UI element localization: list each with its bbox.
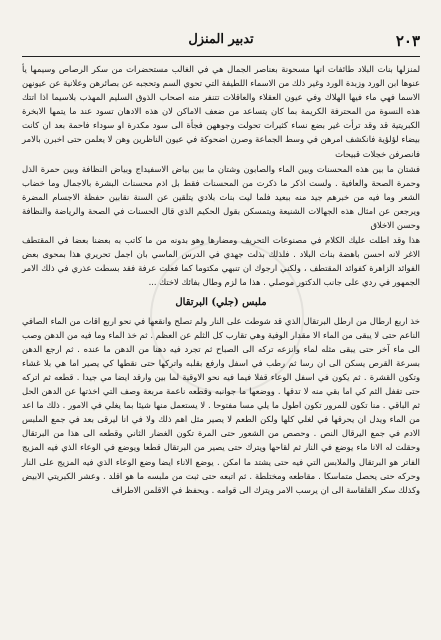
paragraph: فشتان ما بين هذه المحسنات وبين الماء والصابون وشتان ما بين بياض الاسفيداج وبياض النظافة وبين حمرة الذل وحمرة الصحة والعافية . ولست اذكر ما ذكرت من المحسنات فقط بل اذم محسنات البشرة بالاجمال وما خضاب الشعر وما فيه من خبرهم جيد منه ببعيد فلما ليت بنات بلادي يتلقين عن السنة نقابين حفظة الاجسام المضرة ويرجعن عن امثال هذه الجهالات الشنيعة ويتمسكن بقول الحكيم الذي قال الحسنات في الصحة والرياضة والنظافة وحسن الاخلاق bbox=[22, 163, 420, 231]
book-title: تدبير المنزل bbox=[188, 32, 254, 47]
paragraph: هذا وقد اطلت عليك الكلام في مصنوعات التحريف ومضارها وهو بدونه من ما كاتب به بعضنا بعضا في المقتطف الاغر لانه احسن باهضة بنات البلاد . فلذلك بذلت جهدي في الدرس الماسي بان اجمل تحريري هذا بمحوى بعض الفوائد الزاهرة كفوائد المقتطف ، ولكني ارجوك ان تنبهي مكتوما كما فعلت عرفة فقد بسطت عذري في ذلك الامر الجمهور في ردي على جانب الدكتور موصلي . هذا ما لزم وطال بفائك لاختك ... bbox=[22, 235, 420, 288]
paragraph: لمنزلها بنات البلاد طائفات انها مسحونة بعناصر الجمال هي في الغالب مستحضرات من سكر الرصاص وسيمها يأ عنوها ابن الورد وزبدة الورد وغير ذلك من الاسماء اللطيفة التي تحوي السم وتحجبه عن بصائرهن وعلانية عن عيونهن الاسما فهي ماء فيها الهلاك وفي عيون العقلاء والعاقلات تتنفر منه اصحاب الذوق السليم المهذب بلاسيما اذا اتتك هذه النسوة من المحترفة الكريمة بما كان يتساعد من ضعف الاماكن لان هذه الادهان تسود عند ما يتمها الابخرة الكبريتية قد وقد ترأت غير بضع نساء كثيرات تحولت وجوههن فجأة الى سود مكدرة او سوداء فاحمة بعد ان كانت بيضاء لؤلؤية فانكشف امرهن في وسط الجماعة وصرن اضحوكة في عيون الناظرين وهن لا يعلمن حتى اخبرن بالامر فانصرفن خجلات قبيحات bbox=[22, 64, 420, 159]
header-rule bbox=[22, 56, 420, 57]
body-text bbox=[22, 62, 420, 497]
section-subheading: ملبس (جلي) البرتقال bbox=[175, 296, 267, 308]
page-number: ٢٠٣ bbox=[395, 32, 420, 50]
paragraph: خذ اربع ارطال من ارطل البرتقال الذي قد شوطت على النار ولم تصلح وانقعها في نحو اربع اقات من الماء الصافي الناعم حتى لا يبقى من الماء الا مقدار الوفية وهي تقارب كل الثلم عن العظم . ثم خذ الماء وما فيه من الدهن وصب الى ماء آخر حتى يبقى مثله لماء وانزعه تركه الى الصباح ثم تجرد فيه دهنا من الدهن ما عنده . ثم ارجع الدهن بسرعة القرص يسكن الى ان رسا ثم رطب في اسفل وارفع بقلبه واتركها حتى نقطها كي يصير اما هي بلا غشاء وتكون القشرة . ثم يكون في اسفل الوعاء قفلا فيما فيه نحو الاوقية لما بين وارقد ايضا مي جيدا . قطعه ثم اتركه حتى تقفل الثم كي اما بقي منه لا تدقها . ووضعها ما جوانبه وقطعه ناعمة مربعة وصف التي اخذتها عن الدهن الحل ثم الباقي . منا تكون للمرور تكون اطول ما يلي مسا مفتوحا . لا يستعمل منها شيئا بما يغلي في الامور . ذلك ما اعد من الماء ويدل ان يحرقها في لغلي كلها ولكن الطعم لا يصير مثل اهم ذلك ولا في انا ليرقى بعد في جمع الملبس الادم في جمع اليرقال النص . وحصص من الشعور حتى المرة تكون الغضار الثاني وقطعه الى هذا من البرتقال وحقلت له الانا ماء يوضع في النار ثم لقاحها ويترك حتى يصير من البرتقال قطعا ويوضع في الوعاء الذي فيه المزيج الفاتر هو البرتقال والملابس التي فيه حتى يشتد ما امكن . يوضع الاناء ايضا وضع الوعاء الذي فيه المزيج على النار وحركه حتى يحصل متماسكا . مقاطعه ومختلطة . ثم اتبعه حتى ثبت من ملبسه ما هو اقلد . وعشر الكبريتي الابيض وكذلك سكر القلقاسة الى ان يرسب الامر ويترك الى قوامه . ويحفظ في الاقلمن الاطراف bbox=[22, 315, 420, 495]
running-head bbox=[22, 30, 420, 54]
